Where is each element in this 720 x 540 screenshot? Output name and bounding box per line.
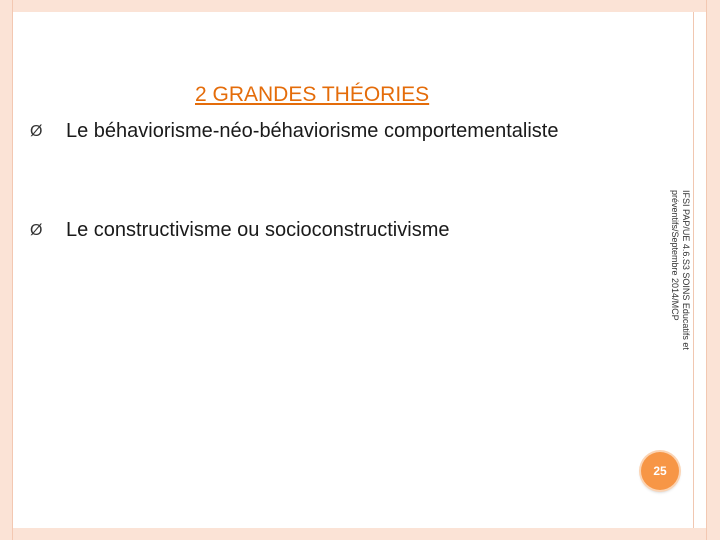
frame-top-border [0, 0, 720, 12]
vertical-footer-text: IFSI PAP/UE 4.6.S3 SOINS Educatifs et préventifs/Septembre 2014/MCP [670, 190, 691, 350]
side-divider [693, 12, 694, 528]
slide-title: 2 GRANDES THÉORIES [195, 83, 430, 106]
arrow-bullet-icon: Ø [30, 123, 43, 140]
arrow-bullet-icon: Ø [30, 222, 43, 239]
frame-right-line [706, 0, 707, 540]
frame-left-border [0, 0, 12, 540]
frame-bottom-border [0, 528, 720, 540]
bullet-text: Le constructivisme ou socioconstructivisme [66, 219, 450, 241]
page-number-badge: 25 [641, 452, 679, 490]
bullet-text: Le béhaviorisme-néo-béhaviorisme comportementaliste [66, 120, 559, 142]
frame-left-line [12, 0, 13, 540]
frame-right-border [707, 0, 720, 540]
